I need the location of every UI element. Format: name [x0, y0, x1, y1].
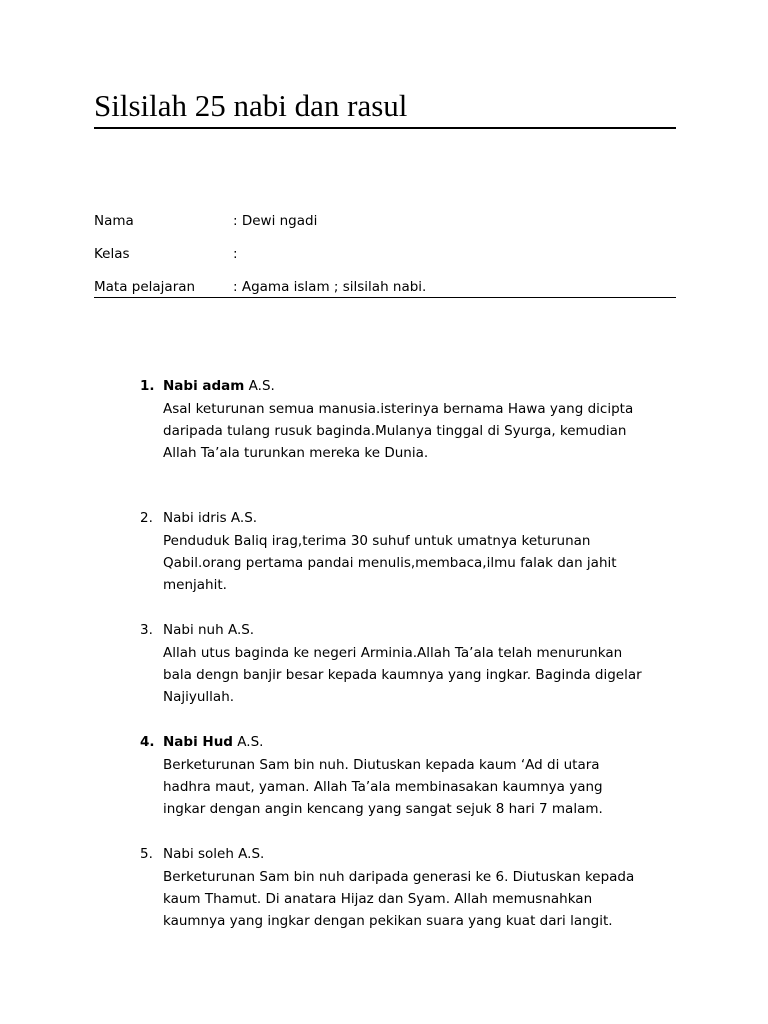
- prophet-name: Nabi Hud: [163, 734, 233, 750]
- prophet-suffix: A.S.: [244, 378, 275, 394]
- prophet-suffix: A.S.: [233, 846, 265, 862]
- list-number: 2.: [140, 510, 153, 526]
- info-divider: [94, 297, 676, 298]
- entry-text-line: daripada tulang rusuk baginda.Mulanya tinggal di Syurga, kemudian: [163, 423, 627, 439]
- list-heading: [163, 375, 275, 397]
- prophet-suffix: A.S.: [223, 622, 255, 638]
- prophet-name: Nabi idris: [163, 510, 227, 526]
- list-heading: [163, 731, 263, 753]
- entry-text-line: Berketurunan Sam bin nuh. Diutuskan kepada kaum ‘Ad di utara: [163, 757, 600, 773]
- entry-text-line: bala dengn banjir besar kepada kaumnya yang ingkar. Baginda digelar: [163, 667, 642, 683]
- entry-text-line: hadhra maut, yaman. Allah Ta’ala membinasakan kaumnya yang: [163, 779, 603, 795]
- list-heading: [163, 843, 264, 865]
- entry-text-line: Allah utus baginda ke negeri Arminia.Allah Ta’ala telah menurunkan: [163, 645, 623, 661]
- info-label: Nama: [94, 213, 134, 229]
- info-label: Mata pelajaran: [94, 279, 196, 295]
- entry-text-line: Qabil.orang pertama pandai menulis,membaca,ilmu falak dan jahit: [163, 555, 617, 571]
- list-number: 1.: [140, 378, 155, 394]
- entry-text-line: Allah Ta’ala turunkan mereka ke Dunia.: [163, 445, 429, 461]
- entry-text-line: kaumnya yang ingkar dengan pekikan suara yang kuat dari langit.: [163, 913, 613, 929]
- entry-text-line: kaum Thamut. Di anatara Hijaz dan Syam. Allah memusnahkan: [163, 891, 593, 907]
- entry-text-line: Berketurunan Sam bin nuh daripada generasi ke 6. Diutuskan kepada: [163, 869, 635, 885]
- list-heading: [163, 507, 257, 529]
- document-title: Silsilah 25 nabi dan rasul: [94, 88, 408, 123]
- entry-text-line: Najiyullah.: [163, 689, 235, 705]
- list-number: 3.: [140, 622, 153, 638]
- list-heading: [163, 619, 254, 641]
- title-underline: [94, 127, 676, 129]
- entry-text-line: ingkar dengan angin kencang yang sangat sejuk 8 hari 7 malam.: [163, 801, 603, 817]
- list-number: 5.: [140, 846, 153, 862]
- prophet-suffix: A.S.: [232, 734, 264, 750]
- info-value: :: [233, 246, 238, 262]
- prophet-suffix: A.S.: [226, 510, 258, 526]
- prophet-name: Nabi soleh: [163, 846, 234, 862]
- entry-text-line: Asal keturunan semua manusia.isterinya bernama Hawa yang dicipta: [163, 401, 634, 417]
- info-value: : Dewi ngadi: [233, 213, 318, 229]
- prophet-name: Nabi adam: [163, 378, 245, 394]
- info-value: : Agama islam ; silsilah nabi.: [233, 279, 427, 295]
- entry-text-line: Penduduk Baliq irag,terima 30 suhuf untuk umatnya keturunan: [163, 533, 591, 549]
- info-label: Kelas: [94, 246, 130, 262]
- prophet-name: Nabi nuh: [163, 622, 224, 638]
- entry-text-line: menjahit.: [163, 577, 227, 593]
- list-number: 4.: [140, 734, 155, 750]
